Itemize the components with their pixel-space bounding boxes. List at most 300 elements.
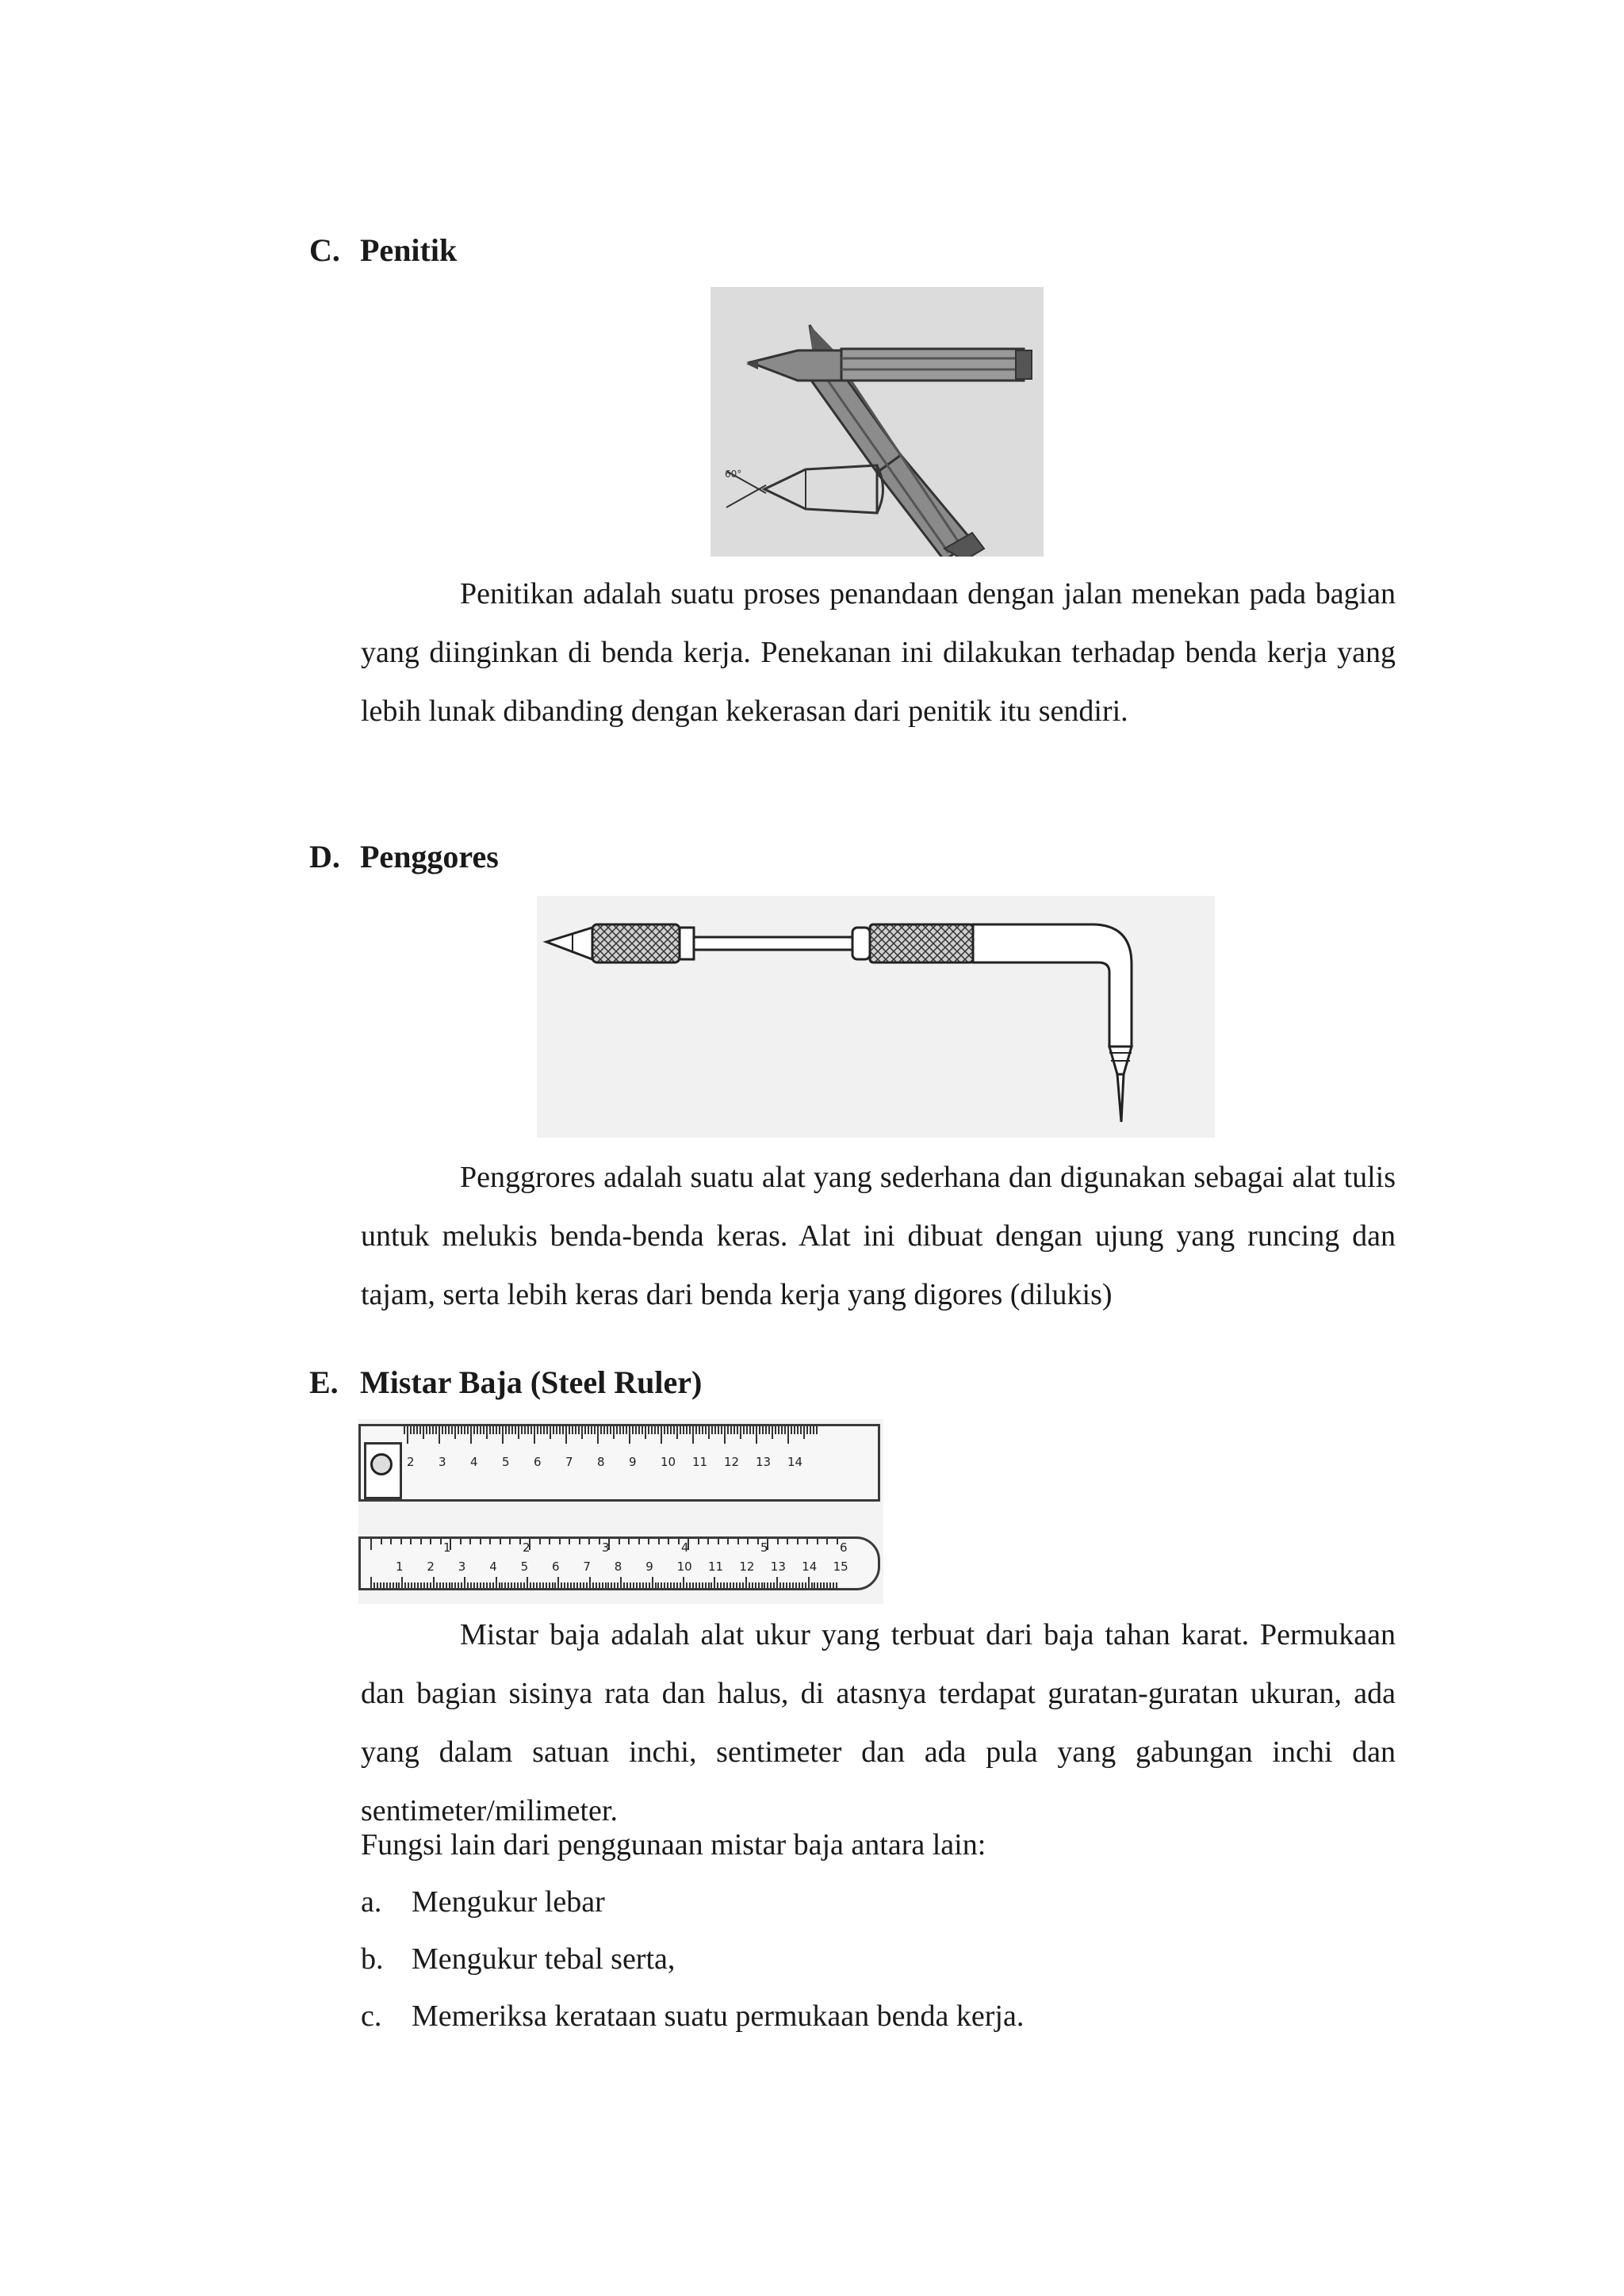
ruler-tick <box>759 1426 760 1434</box>
ruler-tick <box>718 1426 719 1434</box>
ruler-tick <box>398 1582 400 1588</box>
section-e-heading <box>309 1364 702 1402</box>
ruler-tick <box>599 1582 600 1588</box>
steel-ruler-cm <box>358 1424 880 1502</box>
scriber-body <box>546 924 1132 1122</box>
ruler-tick <box>670 1582 672 1588</box>
ruler-tick <box>410 1539 412 1544</box>
ruler-tick <box>791 1426 792 1434</box>
scriber-illustration <box>537 896 1215 1138</box>
ruler-tick <box>524 1426 526 1434</box>
ruler-tick <box>559 1539 561 1544</box>
ruler-tick <box>770 1582 772 1588</box>
ruler-tick <box>622 1426 624 1434</box>
ruler-tick <box>630 1582 631 1588</box>
ruler-tick <box>692 1426 694 1444</box>
ruler-tick <box>805 1582 806 1588</box>
ruler-tick <box>570 1582 572 1588</box>
ruler-tick <box>645 1426 646 1439</box>
ruler-tick <box>502 1426 504 1444</box>
ruler-tick <box>797 1426 799 1434</box>
ruler-number: 7 <box>565 1455 573 1469</box>
ruler-tick <box>676 1426 678 1439</box>
ruler-cm-number: 13 <box>770 1559 786 1574</box>
ruler-tick <box>451 1426 453 1434</box>
ruler-tick <box>628 1539 630 1544</box>
ruler-tick <box>496 1426 497 1434</box>
ruler-tick <box>678 1539 680 1544</box>
ruler-tick <box>467 1582 469 1588</box>
ruler-tick <box>549 1539 550 1544</box>
ruler-tick <box>837 1539 838 1544</box>
ruler-tick <box>642 1582 644 1588</box>
ruler-tick <box>427 1582 428 1588</box>
ruler-tick <box>708 1426 710 1439</box>
ruler-tick <box>799 1582 800 1588</box>
ruler-tick <box>489 1426 491 1434</box>
ruler-number: 5 <box>502 1455 510 1469</box>
ruler-tick <box>579 1539 580 1544</box>
ruler-tick <box>680 1582 681 1588</box>
ruler-tick <box>820 1582 822 1588</box>
section-c-title: Penitik <box>360 232 458 268</box>
ruler-tick <box>718 1539 719 1544</box>
ruler-tick <box>584 1426 586 1434</box>
ruler-tick <box>661 1426 662 1444</box>
ruler-tick <box>380 1582 381 1588</box>
ruler-number: 10 <box>661 1455 676 1469</box>
ruler-tick <box>496 1577 497 1588</box>
ruler-tick <box>680 1426 681 1434</box>
ruler-tick <box>811 1582 813 1588</box>
ruler-tick <box>762 1426 764 1434</box>
ruler-tick <box>562 1426 564 1434</box>
ruler-tick <box>765 1426 767 1434</box>
ruler-inch-number: 5 <box>760 1540 768 1555</box>
ruler-tick <box>683 1577 684 1588</box>
list-item <box>361 1940 675 1978</box>
ruler-tick <box>509 1539 511 1544</box>
ruler-tick <box>575 1426 576 1434</box>
ruler-tick <box>492 1582 494 1588</box>
ruler-tick <box>370 1577 372 1588</box>
ruler-tick <box>464 1426 465 1434</box>
ruler-number: 14 <box>787 1455 803 1469</box>
ruler-tick <box>702 1582 703 1588</box>
ruler-tick <box>411 1582 412 1588</box>
ruler-tick <box>777 1539 779 1544</box>
ruler-tick <box>619 1539 620 1544</box>
ruler-tick <box>737 1539 739 1544</box>
ruler-tick <box>620 1577 622 1588</box>
ruler-tick <box>689 1426 691 1434</box>
ruler-cm-number: 11 <box>708 1559 724 1574</box>
ruler-tick <box>581 1426 583 1439</box>
ruler-tick <box>540 1426 542 1434</box>
ruler-tick <box>778 1426 779 1434</box>
ruler-tick <box>467 1426 469 1434</box>
ruler-tick <box>432 1426 434 1434</box>
ruler-tick <box>521 1426 523 1434</box>
ruler-tick <box>806 1426 808 1434</box>
ruler-tick <box>396 1582 397 1588</box>
ruler-tick <box>519 1539 521 1544</box>
ruler-cm-number: 15 <box>833 1559 848 1574</box>
ruler-tick <box>433 1577 435 1588</box>
ruler-tick <box>717 1582 718 1588</box>
ruler-tick <box>489 1582 491 1588</box>
ruler-tick <box>576 1582 578 1588</box>
ruler-tick <box>797 1539 799 1544</box>
ruler-tick <box>686 1582 688 1588</box>
ruler-tick <box>567 1582 569 1588</box>
ruler-tick <box>423 1582 425 1588</box>
ruler-tick <box>642 1426 643 1434</box>
ruler-tick <box>829 1582 831 1588</box>
ruler-tick <box>599 1539 600 1544</box>
ruler-inch-number: 2 <box>523 1540 530 1555</box>
ruler-number: 11 <box>692 1455 708 1469</box>
ruler-tick <box>505 1426 507 1434</box>
ruler-tick <box>370 1539 372 1550</box>
ruler-tick <box>800 1426 802 1434</box>
ruler-tick <box>483 1582 485 1588</box>
ruler-tick <box>527 1577 528 1588</box>
ruler-tick <box>417 1582 419 1588</box>
ruler-tick <box>670 1426 672 1434</box>
ruler-tick <box>784 1426 786 1434</box>
ruler-cm-number: 5 <box>520 1559 529 1574</box>
ruler-tick <box>500 1539 501 1544</box>
ruler-tick <box>745 1577 747 1588</box>
ruler-tick <box>569 1539 570 1544</box>
ruler-tick <box>420 1539 422 1544</box>
section-c-heading <box>309 232 457 270</box>
ruler-tick <box>749 1426 751 1434</box>
ruler-tick <box>817 1539 818 1544</box>
ruler-tick <box>508 1426 510 1434</box>
ruler-tick <box>776 1577 778 1588</box>
ruler-tick <box>539 1539 541 1544</box>
ruler-cm-number: 12 <box>739 1559 755 1574</box>
ruler-tick <box>597 1426 599 1444</box>
ruler-tick <box>761 1582 763 1588</box>
ruler-tick <box>589 1577 591 1588</box>
ruler-tick <box>501 1582 503 1588</box>
section-e-list-intro: Fungsi lain dari penggunaan mistar baja antara lain: <box>361 1828 986 1862</box>
ruler-tick <box>746 1426 748 1434</box>
angle-label: 60° <box>725 469 742 480</box>
ruler-cm-number: 6 <box>552 1559 560 1574</box>
ruler-cm-number: 10 <box>676 1559 692 1574</box>
ruler-tick <box>511 1582 512 1588</box>
ruler-tick <box>758 1582 760 1588</box>
punch-tip-sketch <box>725 465 883 513</box>
ruler-tick <box>649 1582 650 1588</box>
section-d-title: Penggores <box>360 839 499 874</box>
screw-icon <box>370 1453 393 1475</box>
ruler-cm-number: 14 <box>802 1559 818 1574</box>
ruler-tick <box>714 1426 716 1434</box>
ruler-tick <box>458 1426 459 1434</box>
ruler-tick <box>445 1426 446 1434</box>
ruler-tick <box>773 1582 775 1588</box>
ruler-tick <box>730 1426 732 1434</box>
ruler-tick <box>657 1582 659 1588</box>
ruler-tick <box>619 1426 621 1434</box>
ruler-tick <box>683 1426 684 1434</box>
ruler-tick <box>408 1582 409 1588</box>
ruler-tick <box>436 1582 438 1588</box>
ruler-tick <box>743 1426 745 1434</box>
ruler-tick <box>603 1426 605 1434</box>
ruler-tick <box>708 1582 710 1588</box>
ruler-tick <box>556 1426 557 1434</box>
ruler-tick <box>733 1426 735 1434</box>
ruler-tick <box>699 1582 700 1588</box>
ruler-tick <box>518 1426 519 1439</box>
ruler-tick <box>635 1426 637 1434</box>
ruler-tick <box>786 1582 787 1588</box>
ruler-tick <box>600 1426 602 1434</box>
ruler-tick <box>638 1539 640 1544</box>
ruler-tick <box>449 1582 450 1588</box>
ruler-tick <box>565 1426 567 1444</box>
ruler-tick <box>461 1582 462 1588</box>
ruler-tick <box>543 1426 545 1434</box>
ruler-tick <box>607 1426 608 1434</box>
ruler-tick <box>440 1539 442 1544</box>
ruler-tick <box>442 1582 444 1588</box>
ruler-tick <box>404 1582 406 1588</box>
ruler-tick <box>523 1582 525 1588</box>
ruler-tick <box>511 1426 513 1434</box>
ruler-tick <box>686 1426 688 1434</box>
ruler-tick <box>386 1582 388 1588</box>
ruler-tick <box>705 1426 707 1434</box>
ruler-tick <box>442 1426 443 1434</box>
ruler-tick <box>667 1582 668 1588</box>
ruler-tick <box>373 1582 375 1588</box>
ruler-tick <box>806 1539 808 1544</box>
ruler-tick <box>596 1582 597 1588</box>
ruler-inch-number: 1 <box>443 1540 451 1555</box>
ruler-tick <box>549 1582 550 1588</box>
ruler-tick <box>794 1426 795 1434</box>
ruler-tick <box>383 1582 385 1588</box>
ruler-tick <box>757 1539 759 1544</box>
ruler-tick <box>698 1539 699 1544</box>
ruler-tick <box>723 1582 725 1588</box>
ruler-tick <box>724 1426 726 1444</box>
ruler-tick <box>530 1426 532 1434</box>
ruler-tick <box>702 1426 703 1434</box>
ruler-tick <box>826 1539 828 1544</box>
ruler-tick <box>816 1426 818 1434</box>
ruler-tick <box>775 1426 776 1434</box>
ruler-tick <box>389 1582 391 1588</box>
ruler-tick <box>554 1582 556 1588</box>
ruler-tick <box>711 1426 713 1434</box>
ruler-tick <box>429 1426 431 1434</box>
ruler-tick <box>808 1577 810 1588</box>
ruler-tick <box>480 1539 481 1544</box>
ruler-tick <box>580 1582 581 1588</box>
ruler-tick <box>586 1582 588 1588</box>
ruler-tick <box>714 1577 715 1588</box>
ruler-inch-number: 3 <box>602 1540 610 1555</box>
horizontal-punch <box>746 349 1032 381</box>
ruler-tick <box>588 1426 589 1434</box>
ruler-tick <box>377 1582 378 1588</box>
ruler-tick <box>416 1426 418 1434</box>
penggores-figure <box>537 896 1215 1138</box>
ruler-tick <box>404 1426 405 1434</box>
list-marker: a. <box>361 1885 382 1919</box>
ruler-tick <box>614 1582 615 1588</box>
ruler-tick <box>695 1582 697 1588</box>
ruler-tick <box>594 1426 596 1434</box>
ruler-tick <box>823 1582 825 1588</box>
ruler-tick <box>486 1426 488 1439</box>
ruler-tick <box>539 1582 541 1588</box>
ruler-inch-number: 4 <box>681 1540 689 1555</box>
list-marker: b. <box>361 1942 384 1976</box>
section-c-letter: C. <box>309 232 340 268</box>
ruler-number: 13 <box>756 1455 772 1469</box>
ruler-tick <box>533 1582 534 1588</box>
ruler-tick <box>410 1426 412 1434</box>
ruler-tick <box>781 1426 783 1434</box>
section-e-title: Mistar Baja (Steel Ruler) <box>360 1364 703 1400</box>
ruler-tick <box>664 1426 665 1434</box>
ruler-tick <box>730 1582 731 1588</box>
ruler-tick <box>520 1582 522 1588</box>
ruler-number: 8 <box>597 1455 605 1469</box>
ruler-tick <box>454 1582 456 1588</box>
ruler-tick <box>727 1539 729 1544</box>
ruler-tick <box>559 1426 561 1434</box>
ruler-tick <box>676 1582 678 1588</box>
ruler-tick <box>419 1426 421 1434</box>
ruler-tick <box>721 1426 722 1434</box>
ruler-tick <box>727 1426 729 1434</box>
ruler-tick <box>483 1426 485 1434</box>
ruler-tick <box>661 1582 662 1588</box>
ruler-tick <box>810 1426 811 1434</box>
ruler-tick <box>664 1582 665 1588</box>
ruler-tick <box>460 1539 462 1544</box>
ruler-tick <box>707 1539 709 1544</box>
ruler-tick <box>537 1426 538 1434</box>
ruler-tick <box>802 1582 803 1588</box>
ruler-tick <box>439 1426 440 1444</box>
ruler-tick <box>480 1582 481 1588</box>
ruler-tick <box>633 1582 634 1588</box>
ruler-tick <box>651 1426 653 1434</box>
ruler-tick <box>448 1426 450 1434</box>
list-text: Mengukur tebal serta, <box>412 1942 676 1976</box>
ruler-tick <box>486 1582 488 1588</box>
ruler-cm-number: 2 <box>427 1559 435 1574</box>
center-punch-illustration <box>710 287 1044 557</box>
ruler-tick <box>473 1426 475 1434</box>
ruler-tick <box>499 1582 500 1588</box>
ruler-tick <box>655 1582 657 1588</box>
ruler-tick <box>423 1426 424 1439</box>
ruler-tick <box>695 1426 697 1434</box>
ruler-tick <box>742 1582 744 1588</box>
ruler-number: 6 <box>534 1455 542 1469</box>
ruler-tick <box>639 1582 641 1588</box>
section-d-paragraph: Penggrores adalah suatu alat yang sederhana dan digunakan sebagai alat tulis untuk melukis benda-benda keras. Alat ini dibuat dengan ujung yang runcing dan tajam, serta lebih keras dari benda kerja yang digores (dilukis) <box>361 1161 1396 1311</box>
ruler-tick <box>617 1582 619 1588</box>
ruler-tick <box>561 1582 562 1588</box>
ruler-tick <box>454 1426 456 1439</box>
ruler-tick <box>435 1426 437 1434</box>
ruler-tick <box>473 1582 475 1588</box>
ruler-tick <box>446 1582 447 1588</box>
ruler-tick <box>546 1426 548 1434</box>
ruler-tick <box>783 1582 784 1588</box>
penitik-figure <box>710 287 1044 557</box>
ruler-tick <box>407 1426 408 1444</box>
ruler-tick <box>611 1582 612 1588</box>
ruler-tick <box>477 1426 478 1434</box>
ruler-tick <box>553 1426 554 1434</box>
ruler-tick <box>638 1426 640 1434</box>
ruler-tick <box>534 1426 535 1444</box>
section-c-paragraph: Penitikan adalah suatu proses penandaan dengan jalan menekan pada bagian yang diinginkan di benda kerja. Penekanan ini dilakukan terhadap benda kerja yang lebih lunak dibanding dengan kekerasan dari penitik itu sendiri. <box>361 577 1396 728</box>
ruler-tick <box>710 1582 712 1588</box>
ruler-tick <box>602 1582 603 1588</box>
ruler-tick <box>381 1539 382 1544</box>
ruler-tick <box>740 1426 741 1439</box>
ruler-tick <box>517 1582 519 1588</box>
ruler-tick <box>787 1539 788 1544</box>
ruler-tick <box>401 1577 403 1588</box>
ruler-tick <box>461 1426 462 1434</box>
ruler-tick <box>792 1582 794 1588</box>
ruler-tick <box>658 1539 660 1544</box>
ruler-number: 4 <box>470 1455 478 1469</box>
ruler-tick <box>673 1426 675 1434</box>
ruler-tick <box>527 1426 529 1434</box>
ruler-tick <box>613 1426 615 1439</box>
ruler-cm-number: 9 <box>645 1559 653 1574</box>
ruler-cm-number: 4 <box>489 1559 497 1574</box>
ruler-tick <box>430 1582 431 1588</box>
ruler-tick <box>605 1582 607 1588</box>
ruler-tick <box>652 1577 653 1588</box>
section-e-paragraph: Mistar baja adalah alat ukur yang terbuat dari baja tahan karat. Permukaan dan bagian sisinya rata dan halus, di atasnya terdapat guratan-guratan ukuran, ada yang dalam satuan inchi, sentimeter dan ada pula yang gabungan inchi dan sentimeter/milimeter. <box>361 1618 1396 1827</box>
ruler-tick <box>654 1426 656 1434</box>
ruler-tick <box>477 1582 478 1588</box>
list-marker: c. <box>361 1999 382 2033</box>
ruler-cm-number: 3 <box>458 1559 466 1574</box>
ruler-tick <box>430 1539 431 1544</box>
mistar-figure <box>358 1419 883 1604</box>
ruler-tick <box>464 1577 465 1588</box>
ruler-tick <box>573 1582 575 1588</box>
ruler-cm-number: 7 <box>583 1559 591 1574</box>
ruler-tick <box>629 1426 630 1444</box>
ruler-tick <box>752 1582 753 1588</box>
ruler-tick <box>616 1426 618 1434</box>
ruler-tick <box>689 1582 691 1588</box>
ruler-tick <box>508 1582 509 1588</box>
ruler-tick <box>692 1582 694 1588</box>
